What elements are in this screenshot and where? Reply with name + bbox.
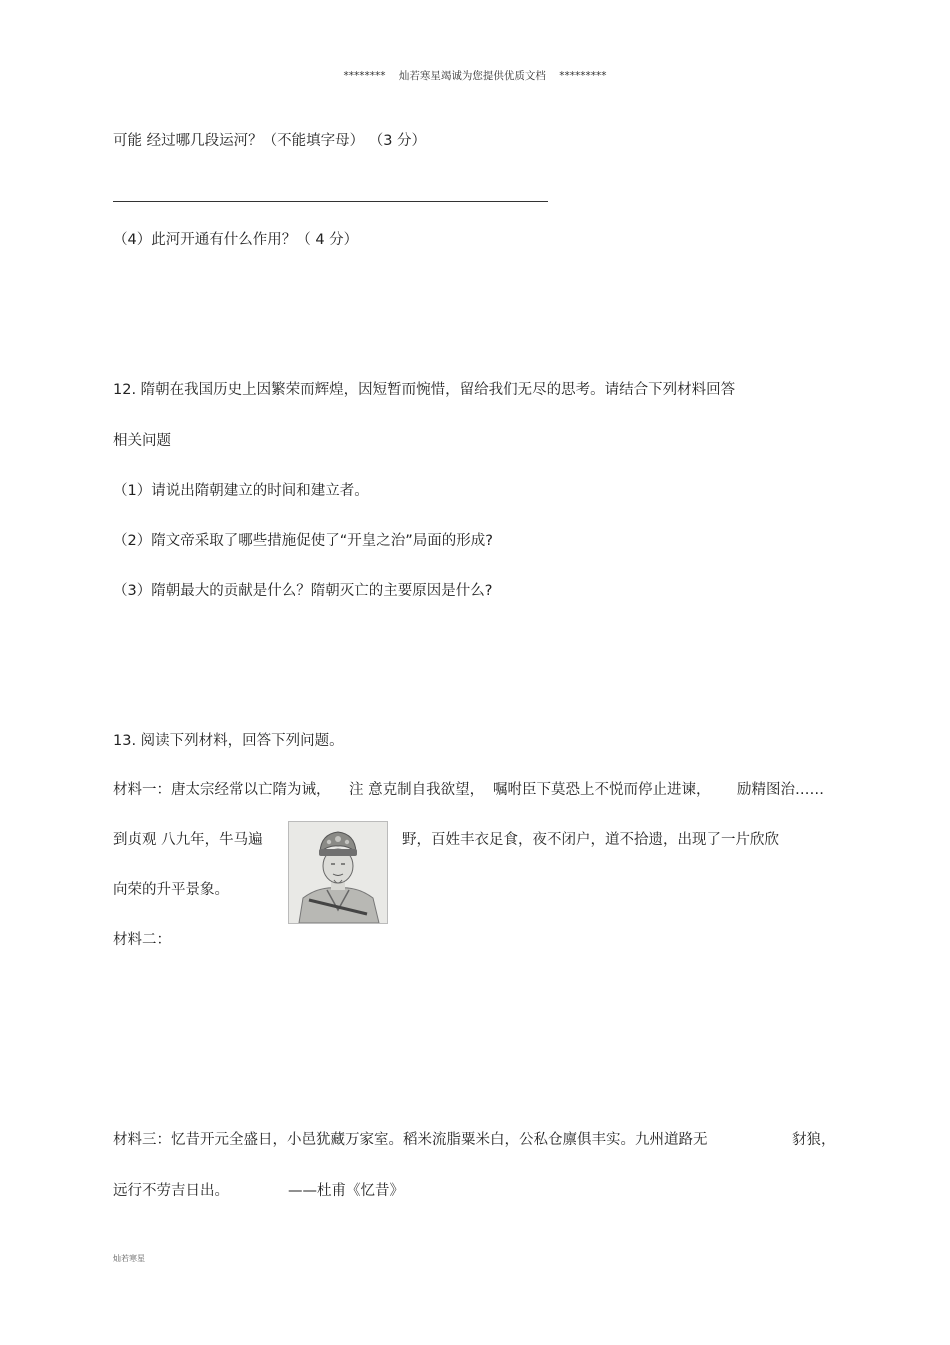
q13-material-1-line-1	[113, 780, 833, 800]
q13-material-3-line-1-end: 豺狼，	[792, 1132, 836, 1148]
q13-material-3-line-1: 材料三：忆昔开元全盛日，小邑犹藏万家室。稻米流脂粟米白，公私仓廪俱丰实。九州道路无	[113, 1132, 708, 1148]
q12-sub-question-3: （3）隋朝最大的贡献是什么？隋朝灭亡的主要原因是什么?	[113, 583, 493, 599]
q12-intro-continued: 相关问题	[113, 433, 171, 449]
page-footer: 灿若寒星	[113, 1254, 145, 1263]
tang-taizong-portrait-image	[288, 821, 388, 924]
q13-material-1-line-2-right: 野，百姓丰衣足食，夜不闭户，道不拾遗，出现了一片欣欣	[402, 832, 779, 848]
q13-material-1-line-2-left: 到贞观 八九年，牛马遍	[113, 832, 263, 848]
q13-material-3-line-2: 远行不劳吉日出。	[113, 1183, 229, 1199]
q11-part3-text: 可能 经过哪几段运河？（不能填字母） （3 分）	[113, 133, 427, 149]
q12-sub-question-2: （2）隋文帝采取了哪些措施促使了“开皇之治”局面的形成?	[113, 533, 493, 549]
material-1-segment-4: 励精图治……	[737, 782, 824, 798]
q12-intro: 12. 隋朝在我国历史上因繁荣而辉煌，因短暂而惋惜，留给我们无尽的思考。请结合下列材料回答	[113, 382, 736, 398]
q13-intro: 13. 阅读下列材料，回答下列问题。	[113, 733, 344, 749]
page-header: ******** 灿若寒星竭诚为您提供优质文档 *********	[343, 70, 607, 82]
q13-material-1-line-3: 向荣的升平景象。	[113, 882, 229, 898]
q12-sub-question-1: （1）请说出隋朝建立的时间和建立者。	[113, 483, 369, 499]
poem-attribution: ——杜甫《忆昔》	[288, 1183, 404, 1199]
portrait-illustration	[289, 822, 387, 923]
q11-part4-text: （4）此河开通有什么作用？（ 4 分）	[113, 232, 359, 248]
material-1-segment-1: 材料一：唐太宗经常以亡隋为诫，	[113, 782, 331, 798]
material-1-segment-3: 嘱咐臣下莫恐上不悦而停止进谏，	[493, 782, 711, 798]
q13-material-2-label: 材料二：	[113, 932, 171, 948]
answer-line	[113, 201, 548, 202]
material-1-segment-2: 注 意克制自我欲望，	[349, 782, 485, 798]
